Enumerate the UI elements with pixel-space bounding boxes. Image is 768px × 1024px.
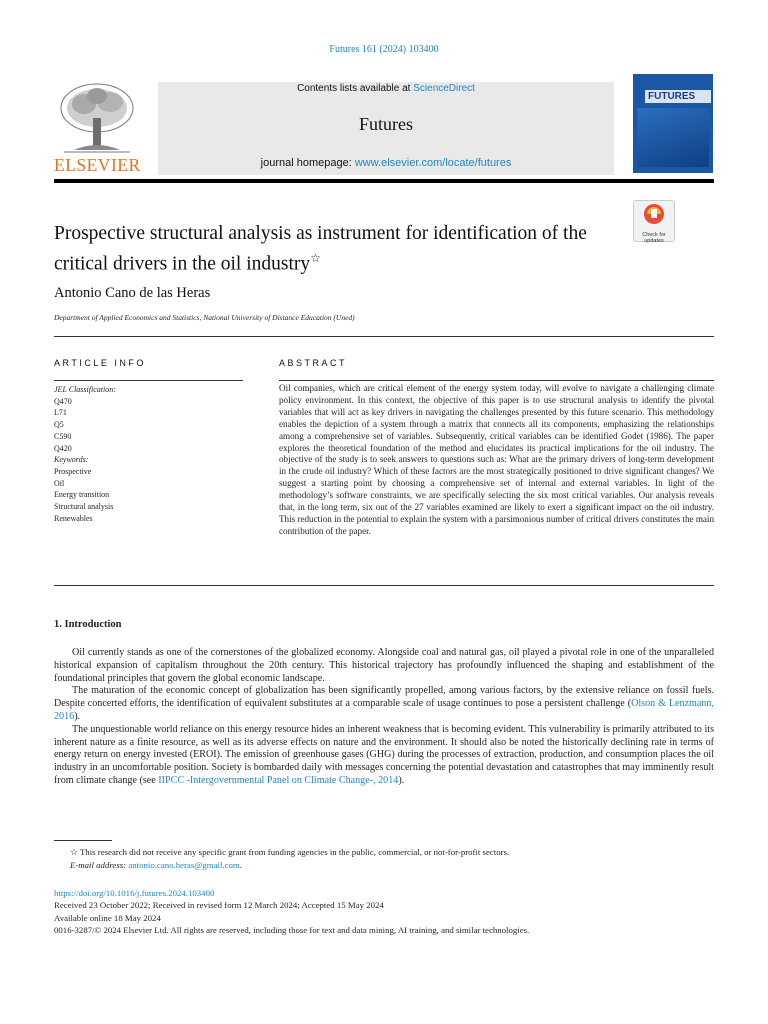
journal-banner bbox=[158, 82, 614, 175]
divider bbox=[54, 336, 714, 337]
citation-link[interactable]: Olson & Lenzmann, 2016 bbox=[54, 698, 714, 722]
journal-citation[interactable]: Futures 161 (2024) 103400 bbox=[329, 44, 439, 55]
journal-cover[interactable] bbox=[633, 74, 713, 173]
contents-line: Contents lists available at ScienceDirect bbox=[297, 83, 475, 94]
jel-code: Q470 bbox=[54, 396, 72, 406]
citation-link[interactable]: IIPCC -Intergovernmental Panel on Climate Change-, 2014 bbox=[158, 774, 399, 786]
jel-label: JEL Classification: bbox=[54, 385, 116, 394]
footnotes bbox=[54, 846, 714, 871]
section-heading: 1. Introduction bbox=[54, 619, 122, 630]
article-title: Prospective structural analysis as instrument for identification of the critical drivers in the oil industry☆ bbox=[54, 223, 587, 275]
paragraph: Oil currently stands as one of the cornerstones of the globalized economy. Alongside coal and natural gas, oil played a pivotal role in one of the unparalleled historical expansion of capitalism throughout the 20th century. This historical trajectory has profoundly influenced the shaping and establishment of the foundational principles that govern the global economic landscape. bbox=[54, 647, 714, 684]
article-info-block bbox=[54, 384, 243, 524]
funding-footnote: ☆ This research did not receive any specific grant from funding agencies in the public, commercial, or not-for-profit sectors. bbox=[70, 847, 510, 857]
elsevier-tree-icon bbox=[54, 80, 140, 158]
jel-code: Q420 bbox=[54, 443, 72, 453]
email-footnote: E-mail address: antonio.cano.heras@gmail.com. bbox=[70, 859, 242, 870]
keyword: Prospective bbox=[54, 466, 92, 476]
keyword: Renewables bbox=[54, 513, 93, 523]
abstract-text: Oil companies, which are critical element of the energy system today, will evolve to navigate a challenging climate policy environment. In this context, the objective of this paper is to use structural analysis to identify the pivotal variables that will act as key drivers in navigating the challenges presented by this future scenario. This methodology enables the depiction of a system through a matrix that connects all its components, emphasizing the relationships among a comprehensive set of variables. Subsequently, critical variables can be identified Godet (1986). The paper explores the theoretical foundation of the method and elucidates its practical implications for the oil industry. The objective of the study is to seek answers to questions such as: What are the primary drivers of long-term development in the crude oil industry? Which of these factors are the most strategically positioned to drive significant changes? We suggest a starting point by choosing a comprehensive set of internal and external variables. In light of the methodology’s software constraints, we are specifically selecting the six most critical variables. Our analysis reveals that, in the long term, six out of the 27 variables examined are likely to exert a significant impact on the oil industry. This reduction in the potential to explain the system with a parsimonious number of critical drivers constitutes the main contribution of the paper. bbox=[279, 383, 714, 536]
check-updates-icon bbox=[634, 201, 674, 227]
paragraph: The maturation of the economic concept of globalization has been significantly propelled, among various factors, by the extensive reliance on fossil fuels. Despite concerted efforts, the identification of equivalent substitutes at a comparable scale of usage continues to pose a persistent challenge (Olson & Lenzmann, 2016). bbox=[54, 685, 714, 722]
title-footnote-mark[interactable]: ☆ bbox=[310, 251, 321, 265]
elsevier-logo bbox=[54, 80, 140, 175]
journal-name: Futures bbox=[359, 114, 413, 134]
footnote-rule bbox=[54, 840, 112, 841]
email-link[interactable]: antonio.cano.heras@gmail.com bbox=[128, 859, 240, 870]
copyright: 0016-3287/© 2024 Elsevier Ltd. All rights are reserved, including those for text and data mining, AI training, and similar technologies. bbox=[54, 924, 530, 935]
footnote-mark: ☆ bbox=[70, 847, 78, 857]
introduction-body bbox=[54, 647, 714, 788]
keyword: Oil bbox=[54, 478, 65, 488]
publication-info bbox=[54, 887, 714, 936]
jel-code: Q5 bbox=[54, 420, 64, 430]
abstract-heading: ABSTRACT bbox=[279, 358, 348, 368]
sciencedirect-link[interactable]: ScienceDirect bbox=[413, 83, 475, 94]
jel-code: L71 bbox=[54, 408, 67, 418]
author-name: Antonio Cano de las Heras bbox=[54, 285, 211, 301]
jel-code: C590 bbox=[54, 431, 72, 441]
affiliation: Department of Applied Economics and Statistics, National University of Distance Education (Uned) bbox=[54, 313, 355, 322]
keyword: Structural analysis bbox=[54, 502, 114, 512]
cover-title: FUTURES bbox=[645, 90, 711, 103]
paragraph: The unquestionable world reliance on this energy resource hides an inherent weakness that is becoming evident. This vulnerability is primarily attributed to its inherent nature as a finite resource, as well as its adverse effects on nature and the environment. It should also be noted the historically declining rate in terms of energy return on energy invested (EROI). The emission of greenhouse gases (GHG) during the processes of extraction, production, and consumption places the oil industry in an uncomfortable position. Society is bombarded daily with messages concerning the potential devastation and catastrophes that may imminently result from climate change (see IIPCC -Intergovernmental Panel on Climate Change-, 2014). bbox=[54, 723, 714, 786]
article-info-heading: ARTICLE INFO bbox=[54, 358, 146, 368]
divider bbox=[54, 380, 243, 381]
homepage-link[interactable]: www.elsevier.com/locate/futures bbox=[354, 157, 512, 169]
divider bbox=[279, 380, 714, 381]
available-online: Available online 18 May 2024 bbox=[54, 912, 161, 923]
keyword: Energy transition bbox=[54, 490, 110, 500]
keywords-label: Keywords: bbox=[54, 455, 89, 465]
publisher-wordmark: ELSEVIER bbox=[54, 155, 141, 175]
divider bbox=[54, 585, 714, 586]
header-rule bbox=[54, 179, 714, 183]
received-dates: Received 23 October 2022; Received in revised form 12 March 2024; Accepted 15 May 2024 bbox=[54, 900, 384, 911]
check-for-updates-badge[interactable] bbox=[633, 200, 675, 242]
doi-link[interactable]: https://doi.org/10.1016/j.futures.2024.103400 bbox=[54, 888, 215, 898]
homepage-line: journal homepage: www.elsevier.com/locate/futures bbox=[260, 157, 512, 169]
check-updates-label: Check for updates bbox=[642, 232, 666, 244]
